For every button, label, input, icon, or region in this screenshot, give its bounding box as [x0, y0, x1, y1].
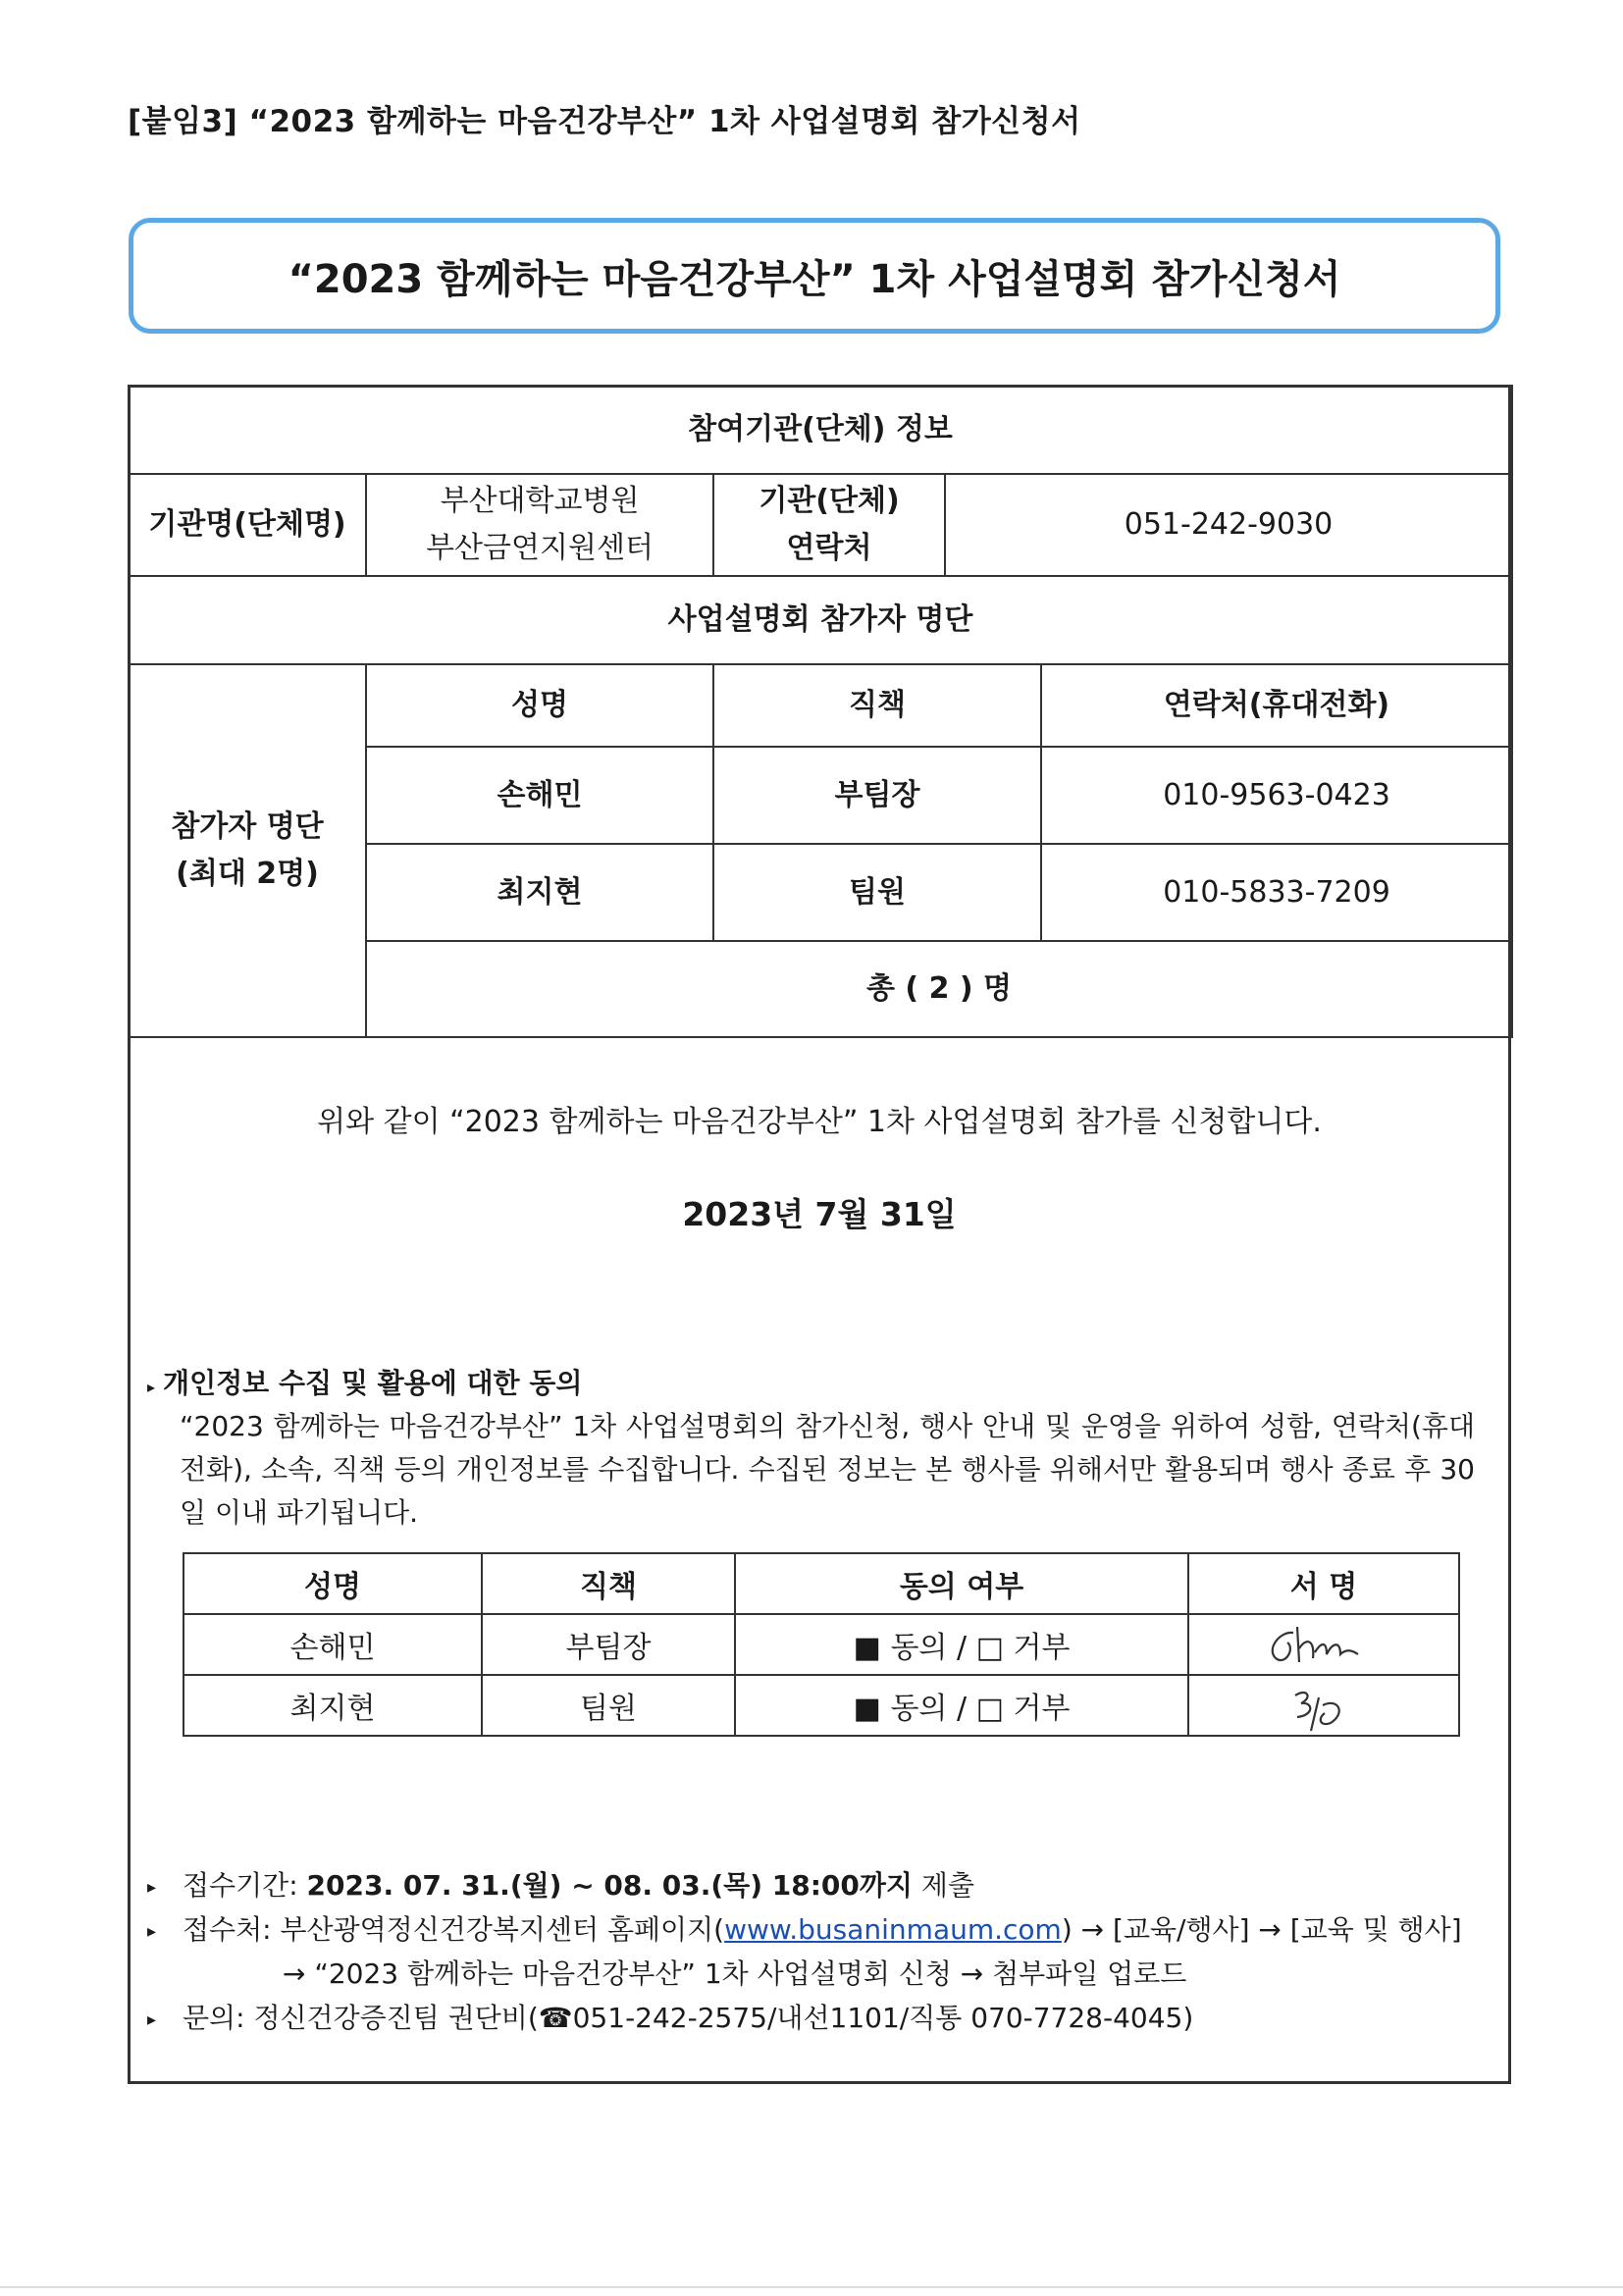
info-period-label: 접수기간:	[183, 1869, 298, 1902]
participants-section-heading: 사업설명회 참가자 명단	[129, 576, 1512, 664]
info-place	[147, 1908, 1462, 1948]
form-title: “2023 함께하는 마음건강부산” 1차 사업설명회 참가신청서	[288, 256, 1341, 302]
participant-position: 부팀장	[713, 747, 1041, 844]
application-date: 2023년 7월 31일	[682, 1195, 957, 1233]
info-contact	[147, 1997, 1193, 2036]
triangle-right-icon: ▸	[147, 1876, 157, 1898]
info-place-value: 부산광역정신건강복지센터 홈페이지(	[280, 1913, 725, 1946]
consent-table	[183, 1552, 1460, 1737]
consent-heading	[147, 1362, 582, 1401]
info-period-suffix: 제출	[920, 1869, 974, 1902]
participant-name: 손해민	[366, 747, 713, 844]
col-header-name: 성명	[366, 664, 713, 747]
org-section-heading: 참여기관(단체) 정보	[129, 386, 1512, 474]
participants-row-label-line1: 참가자 명단	[171, 809, 324, 844]
org-contact-label-line2: 연락처	[786, 531, 872, 565]
org-contact-value: 051-242-9030	[945, 474, 1512, 576]
info-contact-label: 문의:	[183, 2002, 245, 2034]
consent-heading-text: 개인정보 수집 및 활용에 대한 동의	[163, 1367, 583, 1399]
triangle-right-icon: ▸	[147, 1378, 156, 1396]
consent-agree: ■ 동의 / □ 거부	[735, 1675, 1188, 1736]
info-place-rest: ) → [교육/행사] → [교육 및 행사]	[1061, 1913, 1462, 1946]
org-name-line1: 부산대학교병원	[440, 484, 640, 518]
consent-agree: ■ 동의 / □ 거부	[735, 1614, 1188, 1675]
triangle-right-icon: ▸	[147, 1920, 157, 1942]
signature-drawing	[1256, 1619, 1374, 1673]
participants-total: 총 ( 2 ) 명	[366, 941, 1512, 1037]
consent-signature-cell	[1188, 1614, 1459, 1675]
participants-row-label-line2: (최대 2명)	[176, 857, 319, 891]
org-name-value	[366, 474, 713, 576]
consent-col-signature: 서 명	[1188, 1553, 1459, 1614]
consent-name: 손해민	[183, 1614, 482, 1675]
consent-col-position: 직책	[482, 1553, 735, 1614]
org-contact-label	[713, 474, 945, 576]
org-name-label: 기관명(단체명)	[129, 474, 366, 576]
table-row	[183, 1614, 1459, 1675]
pledge-text: 위와 같이 “2023 함께하는 마음건강부산” 1차 사업설명회 참가를 신청합니다.	[317, 1105, 1322, 1139]
participant-phone: 010-5833-7209	[1041, 844, 1512, 941]
consent-position: 팀원	[482, 1675, 735, 1736]
participant-position: 팀원	[713, 844, 1041, 941]
info-contact-value: 정신건강증진팀 권단비(☎051-242-2575/내선1101/직통 070-7728-4045)	[253, 2002, 1194, 2034]
consent-body: “2023 함께하는 마음건강부산” 1차 사업설명회의 참가신청, 행사 안내 및 운영을 위하여 성함, 연락처(휴대전화), 소속, 직책 등의 개인정보를 수집합니다. 수집된 정보는 본 행사를 위해서만 활용되며 행사 종료 후 30일 이내 파기됩니다.	[180, 1410, 1475, 1529]
application-table	[128, 385, 1513, 1038]
org-name-line2: 부산금연지원센터	[426, 531, 654, 565]
info-period-value: 2023. 07. 31.(월) ~ 08. 03.(목) 18:00까지	[306, 1869, 913, 1902]
triangle-right-icon: ▸	[147, 2009, 157, 2030]
col-header-position: 직책	[713, 664, 1041, 747]
consent-position: 부팀장	[482, 1614, 735, 1675]
info-period	[147, 1864, 974, 1904]
consent-col-agree: 동의 여부	[735, 1553, 1188, 1614]
form-title-box	[129, 218, 1500, 334]
consent-col-name: 성명	[183, 1553, 482, 1614]
col-header-phone: 연락처(휴대전화)	[1041, 664, 1512, 747]
org-contact-label-line1: 기관(단체)	[759, 484, 900, 518]
attachment-title: [붙임3] “2023 함께하는 마음건강부산” 1차 사업설명회 참가신청서	[128, 104, 1081, 139]
participant-name: 최지현	[366, 844, 713, 941]
info-place-line2: → “2023 함께하는 마음건강부산” 1차 사업설명회 신청 → 첨부파일 업로드	[283, 1957, 1187, 1990]
info-place-label: 접수처:	[183, 1913, 272, 1946]
page-bottom-divider	[0, 2286, 1623, 2288]
participant-phone: 010-9563-0423	[1041, 747, 1512, 844]
consent-name: 최지현	[183, 1675, 482, 1736]
homepage-link[interactable]: www.busaninmaum.com	[724, 1913, 1062, 1946]
signature-drawing	[1256, 1680, 1374, 1739]
participants-row-label	[129, 664, 366, 1037]
table-row	[183, 1675, 1459, 1736]
consent-signature-cell	[1188, 1675, 1459, 1736]
